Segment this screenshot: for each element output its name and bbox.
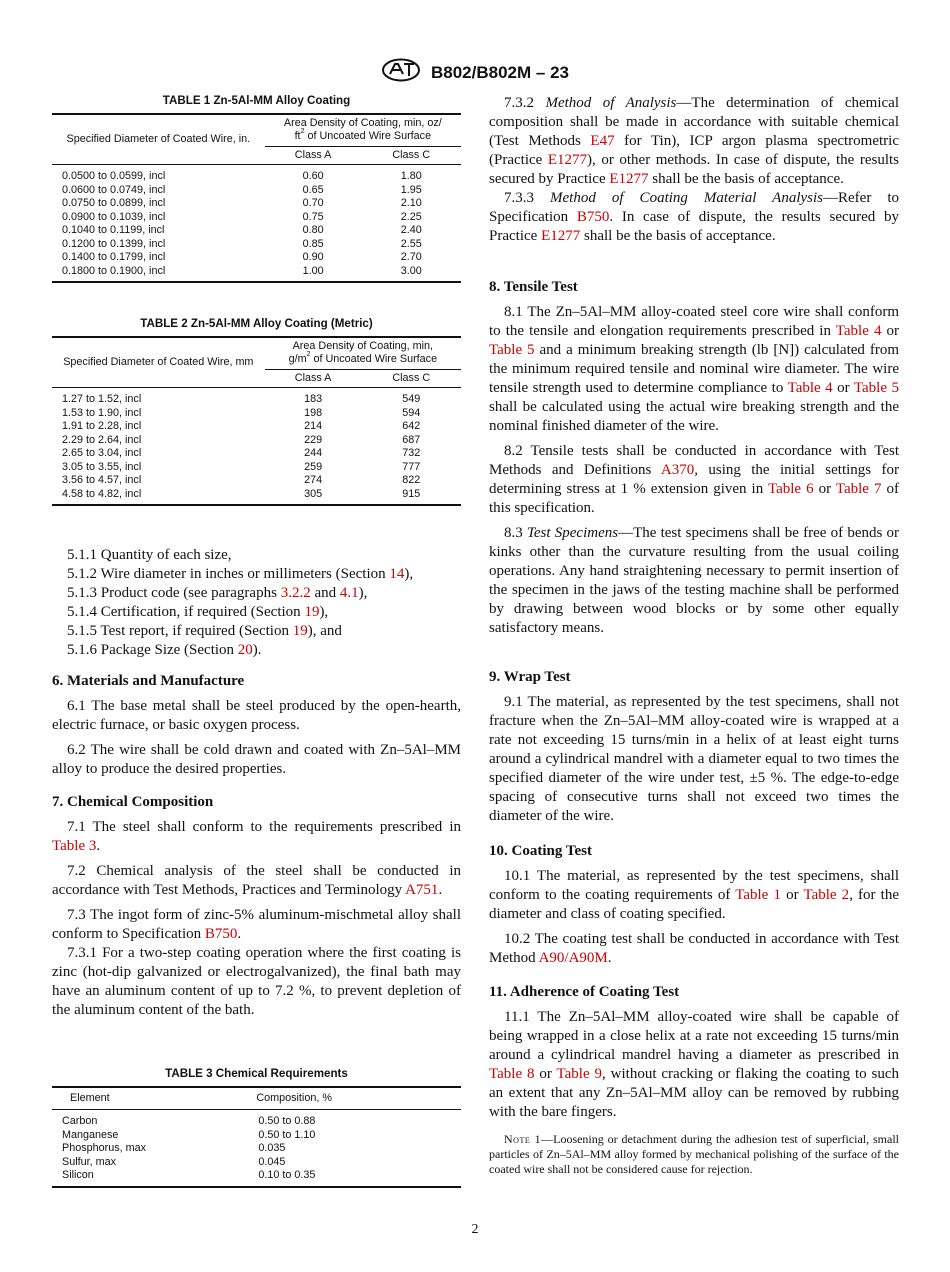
table-1-title: TABLE 1 Zn-5Al-MM Alloy Coating <box>162 94 351 107</box>
paragraph: 9.1 The material, as represented by the test specimens, shall not fracture when the Zn–5Al–MM alloy-coated wire is wrapped at a rate not exceeding 15 turns/min in a helix of at least eight turns around a cylindrical mandrel with a diameter equal to two times the specified diameter of the wire under test, ±5 %. The edge-to-edge spacing of consecutive turns shall not exceed two times the diameter of the wire. <box>489 694 899 824</box>
table-cell: 0.0900 to 0.1039, incl <box>62 210 166 223</box>
table-cell: 3.56 to 4.57, incl <box>62 474 142 487</box>
table-row <box>52 165 461 184</box>
paragraph: 8.1 The Zn–5Al–MM alloy-coated steel core wire shall conform to the tensile and elongation requirements prescribed in Table 4 or Table 5 and a minimum breaking strength (lb [N]) calculated from the minimum required tensile and nominal wire diameter. The wire tensile strength used to determine compliance to Table 4 or Table 5 shall be calculated using the actual wire breaking strength and the nominal finished diameter of the wire. <box>489 304 900 434</box>
table-cell: 3.05 to 3.55, incl <box>62 460 142 473</box>
table-link[interactable]: Table 4 <box>787 380 833 396</box>
table-row <box>52 388 461 407</box>
table-row <box>52 265 461 283</box>
table-2-col-diameter: Specified Diameter of Coated Wire, mm <box>52 337 265 388</box>
table-cell: Manganese <box>62 1128 119 1141</box>
table-cell: 0.90 <box>302 251 324 264</box>
table-cell: 2.25 <box>400 210 422 223</box>
table-link[interactable]: Table 5 <box>489 342 535 358</box>
table-link[interactable]: Table 5 <box>853 380 899 396</box>
table-cell: Carbon <box>62 1115 98 1128</box>
section-9 <box>489 668 899 826</box>
table-row <box>52 224 461 238</box>
table-row <box>52 420 461 434</box>
astm-logo <box>381 58 421 87</box>
table-cell: 0.0750 to 0.0899, incl <box>62 197 166 210</box>
table-link[interactable]: Table 7 <box>835 481 882 497</box>
table-cell: 214 <box>304 420 323 433</box>
table-cell: 2.10 <box>400 197 422 210</box>
list-item: 5.1.3 Product code (see paragraphs 3.2.2 and 4.1), <box>67 585 368 601</box>
table-cell: 0.85 <box>302 237 324 250</box>
table-cell: 2.40 <box>400 224 422 237</box>
table-cell: 183 <box>304 393 323 406</box>
table-cell: 0.0600 to 0.0749, incl <box>62 183 166 196</box>
list-item: 5.1.4 Certification, if required (Section 19), <box>67 604 329 620</box>
table-cell: 4.58 to 4.82, incl <box>52 488 265 506</box>
section-link[interactable]: 19 <box>292 623 308 639</box>
table-cell: 0.045 <box>258 1155 286 1168</box>
section-heading: 11. Adherence of Coating Test <box>489 984 680 1000</box>
paragraph: 10.1 The material, as represented by the test specimens, shall conform to the coating requirements of Table 1 or Table 2, for the diameter and class of coating specified. <box>489 868 899 922</box>
table-row <box>52 1142 461 1156</box>
section-11 <box>489 983 899 1177</box>
paragraph: 7.3 The ingot form of zinc-5% aluminum-mischmetal alloy shall conform to Specification B750. <box>52 907 461 942</box>
standard-link[interactable]: E1277 <box>541 228 581 244</box>
paragraph-link[interactable]: 4.1 <box>339 585 359 601</box>
table-1-col-class-a: Class A <box>265 146 362 164</box>
table-cell: 274 <box>304 474 323 487</box>
table-row <box>52 488 461 506</box>
table-3-col-composition: Composition, % <box>248 1087 461 1110</box>
section-5-1-list <box>52 546 461 660</box>
table-cell: 732 <box>402 447 421 460</box>
standard-link[interactable]: A90/A90M <box>538 950 608 966</box>
paragraph: 6.1 The base metal shall be steel produced by the open-hearth, electric furnace, or basic oxygen process. <box>52 698 461 733</box>
table-cell: 198 <box>304 406 323 419</box>
section-10 <box>489 842 899 968</box>
table-link[interactable]: Table 6 <box>767 481 814 497</box>
table-row <box>52 1156 461 1170</box>
section-link[interactable]: 19 <box>304 604 320 620</box>
standard-link[interactable]: E1277 <box>609 171 649 187</box>
table-cell: 687 <box>402 433 421 446</box>
table-cell: 0.50 to 0.88 <box>258 1115 316 1128</box>
table-cell: 0.75 <box>302 210 324 223</box>
paragraph-link[interactable]: 3.2.2 <box>280 585 311 601</box>
section-7-3-2 <box>489 94 899 246</box>
table-cell: 2.55 <box>400 237 422 250</box>
list-item: 5.1.6 Package Size (Section 20). <box>67 642 262 658</box>
table-cell: 0.80 <box>302 224 324 237</box>
table-2-col-class-c: Class C <box>361 369 461 387</box>
table-cell: 2.65 to 3.04, incl <box>62 447 142 460</box>
table-2-title: TABLE 2 Zn-5Al-MM Alloy Coating (Metric) <box>140 317 373 330</box>
paragraph: 8.3 Test Specimens—The test specimens shall be free of bends or kinks other than the curvature resulting from the usual coiling operations. Any hand straightening necessary to permit insertion of the specimen in the jaws of the testing machine shall be performed by drawing between wood blocks or by some other equally satisfactory means. <box>489 525 899 636</box>
table-cell: 3.00 <box>361 265 461 283</box>
page-header <box>0 58 950 87</box>
table-row <box>52 474 461 488</box>
table-cell: Silicon <box>52 1169 248 1187</box>
paragraph: 7.3.3 Method of Coating Material Analysis—Refer to Specification B750. In case of dispute, the results secured by Practice E1277 shall be the basis of acceptance. <box>489 190 899 244</box>
table-cell: 1.91 to 2.28, incl <box>62 420 142 433</box>
table-cell: 594 <box>402 406 421 419</box>
table-2-grid <box>52 336 461 506</box>
table-row <box>52 434 461 448</box>
table-cell: 0.50 to 1.10 <box>258 1128 316 1141</box>
table-2-col-density: Area Density of Coating, min, $g/m^2$ of Uncoated Wire Surface <box>265 337 461 369</box>
table-cell: 0.1400 to 0.1799, incl <box>62 251 166 264</box>
table-3-grid <box>52 1086 461 1188</box>
table-cell: 642 <box>402 420 421 433</box>
table-3-col-element: Element <box>52 1087 248 1110</box>
table-cell: 0.1200 to 0.1399, incl <box>62 237 166 250</box>
table-1-col-density: Area Density of Coating, min, oz/ $ft^2$ of Uncoated Wire Surface <box>265 114 461 146</box>
paragraph: 7.3.2 Method of Analysis—The determination of chemical composition shall be made in accordance with suitable chemical (Test Methods E47 for Tin), ICP argon plasma spectrometric (Practice E1277), or other methods. In case of dispute, the results secured by Practice E1277 shall be the basis of acceptance. <box>489 95 900 187</box>
list-item: 5.1.1 Quantity of each size, <box>67 547 232 563</box>
table-cell: 2.29 to 2.64, incl <box>62 433 142 446</box>
section-heading: 9. Wrap Test <box>489 669 571 685</box>
table-cell: 2.70 <box>400 251 422 264</box>
table-cell: Phosphorus, max <box>62 1142 147 1155</box>
note: Note 1—Loosening or detachment during the adhesion test of superficial, small particles of Zn–5Al–MM alloy formed by mechanical polishing of the surface of the coated wire shall not be considered cause for rejection. <box>489 1132 899 1176</box>
table-row <box>52 407 461 421</box>
table-1-col-diameter: Specified Diameter of Coated Wire, in. <box>52 114 265 165</box>
table-cell: 1.53 to 1.90, incl <box>62 406 142 419</box>
table-cell: 1.80 <box>400 170 422 183</box>
list-item: 5.1.2 Wire diameter in inches or millimeters (Section 14), <box>67 566 414 582</box>
standard-link[interactable]: A370 <box>660 462 695 478</box>
section-7 <box>52 793 461 1020</box>
table-cell: 915 <box>361 488 461 506</box>
table-cell: 0.60 <box>302 170 324 183</box>
standard-link[interactable]: E47 <box>590 133 615 149</box>
table-row <box>52 211 461 225</box>
table-cell: 0.1800 to 0.1900, incl <box>52 265 265 283</box>
table-row <box>52 1129 461 1143</box>
paragraph: 7.3.1 For a two-step coating operation where the first coating is zinc (hot-dip galvanized or electrogalvanized), the final bath may have an aluminum content of up to 7.2 %, to prevent depletion of the aluminum content of the bath. <box>52 945 461 1018</box>
table-row <box>52 251 461 265</box>
table-cell: 0.70 <box>302 197 324 210</box>
table-cell: 1.95 <box>400 183 422 196</box>
table-cell: 0.65 <box>302 183 324 196</box>
section-heading: 8. Tensile Test <box>489 279 578 295</box>
table-row <box>52 447 461 461</box>
table-cell: 0.0500 to 0.0599, incl <box>62 170 166 183</box>
section-heading: 6. Materials and Manufacture <box>52 673 245 689</box>
table-cell: 259 <box>304 460 323 473</box>
table-row <box>52 1169 461 1187</box>
table-cell: 305 <box>265 488 362 506</box>
table-cell: 0.035 <box>258 1142 286 1155</box>
list-item: 5.1.5 Test report, if required (Section 19), and <box>67 623 342 639</box>
table-link[interactable]: Table 3 <box>52 838 97 854</box>
table-1-col-class-c: Class C <box>361 146 461 164</box>
standard-link[interactable]: B750 <box>204 926 238 942</box>
table-2 <box>52 317 461 506</box>
section-link[interactable]: 20 <box>237 642 253 658</box>
section-8 <box>489 278 899 638</box>
table-cell: 0.10 to 0.35 <box>248 1169 461 1187</box>
table-row <box>52 197 461 211</box>
standard-link[interactable]: B750 <box>576 209 610 225</box>
table-cell: 777 <box>402 460 421 473</box>
section-heading: 7. Chemical Composition <box>52 794 214 810</box>
section-heading: 10. Coating Test <box>489 843 592 859</box>
paragraph: 10.2 The coating test shall be conducted in accordance with Test Method A90/A90M. <box>489 931 899 966</box>
table-cell: 549 <box>402 393 421 406</box>
table-cell: 1.27 to 1.52, incl <box>62 393 142 406</box>
paragraph: 7.2 Chemical analysis of the steel shall be conducted in accordance with Test Methods, Practices and Terminology A751. <box>52 863 461 898</box>
table-row <box>52 461 461 475</box>
table-cell: 229 <box>304 433 323 446</box>
table-row <box>52 238 461 252</box>
table-link[interactable]: Table 1 <box>735 887 781 903</box>
table-3 <box>52 1067 461 1188</box>
paragraph: 6.2 The wire shall be cold drawn and coated with Zn–5Al–MM alloy to produce the desired properties. <box>52 742 461 777</box>
table-cell: 1.00 <box>265 265 362 283</box>
table-link[interactable]: Table 4 <box>835 323 882 339</box>
table-link[interactable]: Table 2 <box>803 887 850 903</box>
table-cell: 0.1040 to 0.1199, incl <box>62 224 165 237</box>
table-2-col-class-a: Class A <box>265 369 362 387</box>
section-link[interactable]: 14 <box>389 566 405 582</box>
section-6 <box>52 672 461 779</box>
table-1-grid <box>52 113 461 283</box>
table-link[interactable]: Table 8 <box>489 1066 535 1082</box>
standard-link[interactable]: A751 <box>405 882 439 898</box>
table-row <box>52 184 461 198</box>
document-code: B802/B802M – 23 <box>431 62 569 82</box>
table-cell: 822 <box>402 474 421 487</box>
table-row <box>52 1110 461 1129</box>
note-label: Note 1 <box>504 1132 542 1146</box>
table-cell: 244 <box>304 447 323 460</box>
table-link[interactable]: Table 9 <box>556 1066 603 1082</box>
page-number: 2 <box>471 1222 479 1237</box>
table-3-title: TABLE 3 Chemical Requirements <box>165 1067 348 1080</box>
paragraph: 7.1 The steel shall conform to the requirements prescribed in Table 3. <box>52 819 461 854</box>
table-1 <box>52 94 461 283</box>
standard-link[interactable]: E1277 <box>547 152 588 168</box>
paragraph: 8.2 Tensile tests shall be conducted in accordance with Test Methods and Definitions A370, using the initial settings for determining stress at 1 % extension given in Table 6 or Table 7 of this specification. <box>489 443 899 516</box>
paragraph: 11.1 The Zn–5Al–MM alloy-coated wire shall be capable of being wrapped in a close helix at a rate not exceeding 15 turns/min around a cylindrical mandrel having a diameter as prescribed in Table 8 or Table 9, without cracking or flaking the coating to such an extent that any Zn–5Al–MM alloy can be removed by rubbing with the bare fingers. <box>489 1009 899 1120</box>
table-cell: Sulfur, max <box>62 1155 117 1168</box>
